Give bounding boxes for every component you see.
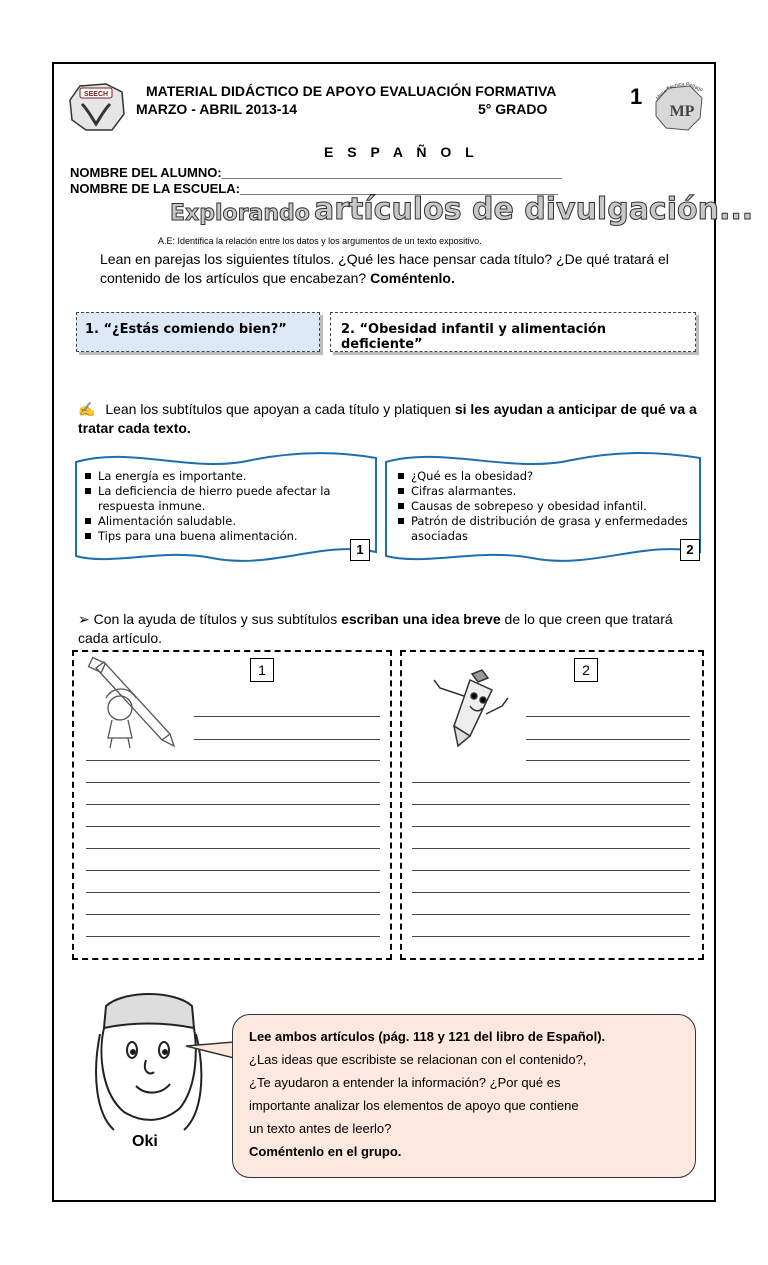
subtitle-item: Causas de sobrepeso y obesidad infantil. [411, 499, 693, 514]
student-name-line: NOMBRE DEL ALUMNO:_______________________________________________ [70, 165, 562, 180]
subtitle-box-2-number: 2 [680, 539, 700, 561]
subtitle-item: ¿Qué es la obesidad? [411, 469, 693, 484]
subtitle-instruction-text: Lean los subtítulos que apoyan a cada título y platiquen [105, 401, 455, 417]
intro-paragraph [100, 250, 705, 288]
subtitle-item: Tips para una buena alimentación. [98, 529, 370, 544]
title-box-1: 1. “¿Estás comiendo bien?” [76, 312, 320, 352]
header-grade: 5° GRADO [478, 101, 548, 117]
banner-word2: artículos de divulgación... [314, 192, 754, 227]
subtitle-item: Cifras alarmantes. [411, 484, 693, 499]
idea-instruction [78, 610, 698, 648]
pencil-character-icon [426, 666, 512, 750]
subtitles-list-2 [393, 469, 693, 544]
bubble-bold-line: Lee ambos artículos (pág. 118 y 121 del libro de Español). [249, 1029, 606, 1044]
subtitle-instruction [78, 400, 698, 438]
subtitle-instruction-bold: si les ayudan a anticipar de qué va a tratar cada texto. [78, 401, 697, 436]
bubble-question-2: ¿Te ayudaron a entender la información? ¿Por qué es [249, 1075, 561, 1090]
header-line1: MATERIAL DIDÁCTICO DE APOYO EVALUACIÓN FORMATIVA [146, 83, 557, 99]
subtitle-item: Patrón de distribución de grasa y enfermedades asociadas [411, 514, 693, 544]
seech-logo-text: SEECH [83, 91, 109, 98]
speech-bubble [232, 1014, 696, 1178]
svg-text:MP: MP [669, 103, 695, 120]
banner-word1: Explorando [170, 201, 310, 226]
idea-instruction-post: de lo que creen que tratará cada artículo. [78, 611, 673, 646]
girl-with-pencil-icon [84, 654, 194, 752]
character-name: Oki [132, 1133, 158, 1150]
answer-box-1-number: 1 [250, 658, 274, 682]
header-date: MARZO - ABRIL 2013-14 [136, 101, 298, 117]
learning-goal: A.E: Identifica la relación entre los datos y los argumentos de un texto expositivo. [158, 236, 482, 246]
seech-logo [66, 80, 128, 134]
page-number: 1 [630, 84, 643, 109]
subtitle-item: La energía es importante. [98, 469, 370, 484]
subtitle-item: La deficiencia de hierro puede afectar la respuesta inmune. [98, 484, 370, 514]
bubble-question-3: importante analizar los elementos de apoyo que contiene [249, 1098, 579, 1113]
subtitle-box-1-number: 1 [350, 539, 370, 561]
bubble-closing: Coméntenlo en el grupo. [249, 1144, 402, 1159]
intro-text: Lean en parejas los siguientes títulos. ¿Qué les hace pensar cada título? ¿De qué tratará el contenido de los artículos que encabezan? [100, 251, 669, 286]
bubble-question-1: ¿Las ideas que escribiste se relacionan con el contenido?, [249, 1052, 587, 1067]
idea-instruction-bold: escriban una idea breve [341, 611, 501, 627]
mtp-logo-text: Mesa Técnica Pedagó [655, 81, 704, 102]
school-name-line: NOMBRE DE LA ESCUELA:____________________________________________ [70, 181, 559, 196]
mtp-logo [650, 78, 706, 134]
subtitle-item: Alimentación saludable. [98, 514, 370, 529]
subject-title: E S P A Ñ O L [324, 144, 479, 160]
title-box-2: 2. “Obesidad infantil y alimentación deficiente” [330, 312, 696, 352]
idea-instruction-pre: Con la ayuda de títulos y sus subtítulos [93, 611, 342, 627]
bubble-question-4: un texto antes de leerlo? [249, 1121, 392, 1136]
arrow-bullet-icon: ➢ [78, 611, 90, 627]
intro-bold: Coméntenlo. [370, 270, 455, 286]
pencil-hand-icon: ✍ [78, 401, 96, 417]
subtitles-list-1 [80, 469, 370, 544]
answer-box-2-number: 2 [574, 658, 598, 682]
